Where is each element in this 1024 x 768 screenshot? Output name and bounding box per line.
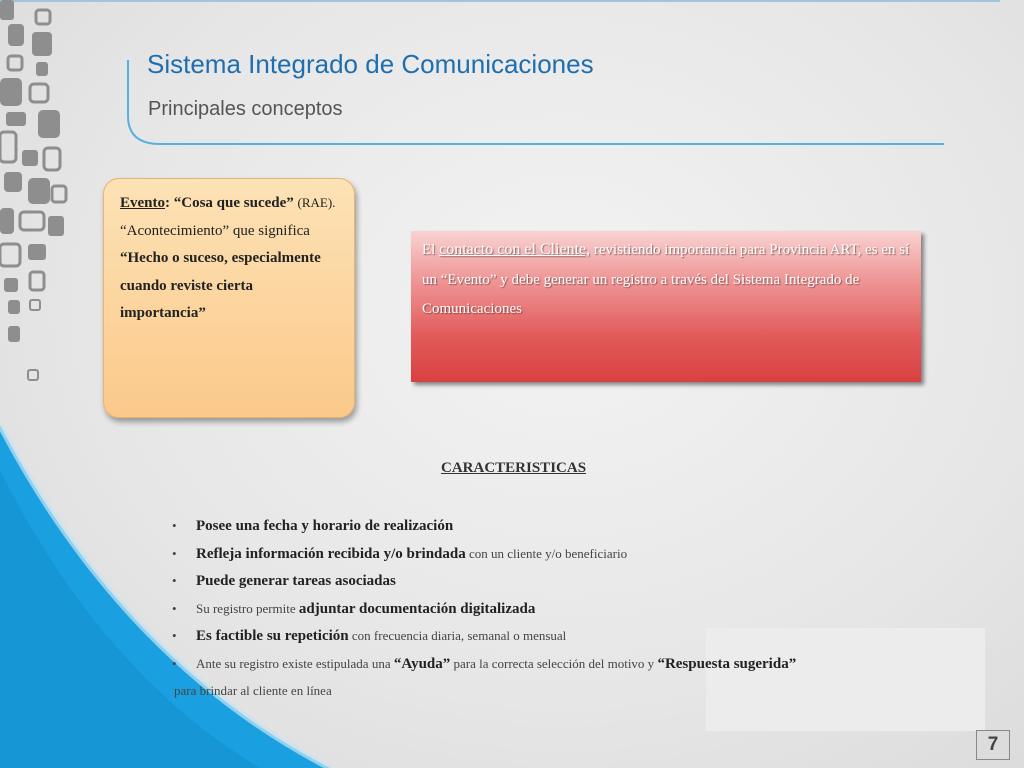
list-continuation: para brindar al cliente en línea xyxy=(174,683,332,698)
list-item xyxy=(172,622,892,650)
cliente-rest: revistiendo importancia para Provincia ART, es en sí un “Evento” y debe generar un registro a través del Sistema Integrado de Comunicaciones xyxy=(422,242,910,317)
bullet-icon: • xyxy=(172,545,177,561)
cliente-contact-box xyxy=(411,231,921,382)
evento-quote: “Cosa que sucede” xyxy=(173,195,294,211)
evento-term: Evento xyxy=(120,195,165,211)
list-item xyxy=(172,567,892,595)
caracteristicas-heading: CARACTERISTICAS xyxy=(441,460,587,476)
item-bold: adjuntar documentación digitalizada xyxy=(298,600,536,617)
item-text: con frecuencia diaria, semanal o mensual xyxy=(348,628,567,643)
item-text: con un cliente y/o beneficiario xyxy=(465,545,628,561)
list-item xyxy=(172,540,892,568)
item-text: Su registro permite xyxy=(196,600,299,616)
bullet-icon: • xyxy=(172,628,177,643)
slide-subtitle: Principales conceptos xyxy=(148,98,343,120)
page-number: 7 xyxy=(976,730,1010,760)
slide-title: Sistema Integrado de Comunicaciones xyxy=(147,49,594,79)
item-bold: Es factible su repetición xyxy=(196,628,349,644)
bullet-icon: • xyxy=(172,518,177,533)
evento-definition-box xyxy=(103,178,355,418)
bullet-icon: • xyxy=(172,600,177,616)
item-text: para la correcta selección del motivo y xyxy=(450,655,658,671)
evento-colon: : xyxy=(165,195,170,211)
caracteristicas-list xyxy=(172,512,892,677)
cliente-prefix: El xyxy=(422,242,436,258)
cliente-link-text: contacto con el Cliente, xyxy=(439,241,591,258)
item-bold: Refleja información recibida y/o brindada xyxy=(196,545,466,562)
evento-line2: “Acontecimiento” que significa xyxy=(120,222,310,239)
bullet-icon: • xyxy=(172,573,177,588)
list-item xyxy=(172,650,892,678)
list-item xyxy=(172,595,892,623)
item-bold: “Respuesta sugerida” xyxy=(657,655,797,672)
item-bold: “Ayuda” xyxy=(393,655,451,672)
item-text: Ante su registro existe estipulada una xyxy=(196,655,394,671)
item-bold: Puede generar tareas asociadas xyxy=(196,573,396,589)
item-bold: Posee una fecha y horario de realización xyxy=(196,518,454,534)
evento-definition: “Hecho o suceso, especialmente cuando reviste cierta importancia” xyxy=(120,250,321,321)
rae-reference: (RAE). xyxy=(297,195,336,210)
bullet-icon: • xyxy=(172,655,177,671)
list-item xyxy=(172,512,892,540)
gray-pattern-decoration xyxy=(0,0,90,400)
